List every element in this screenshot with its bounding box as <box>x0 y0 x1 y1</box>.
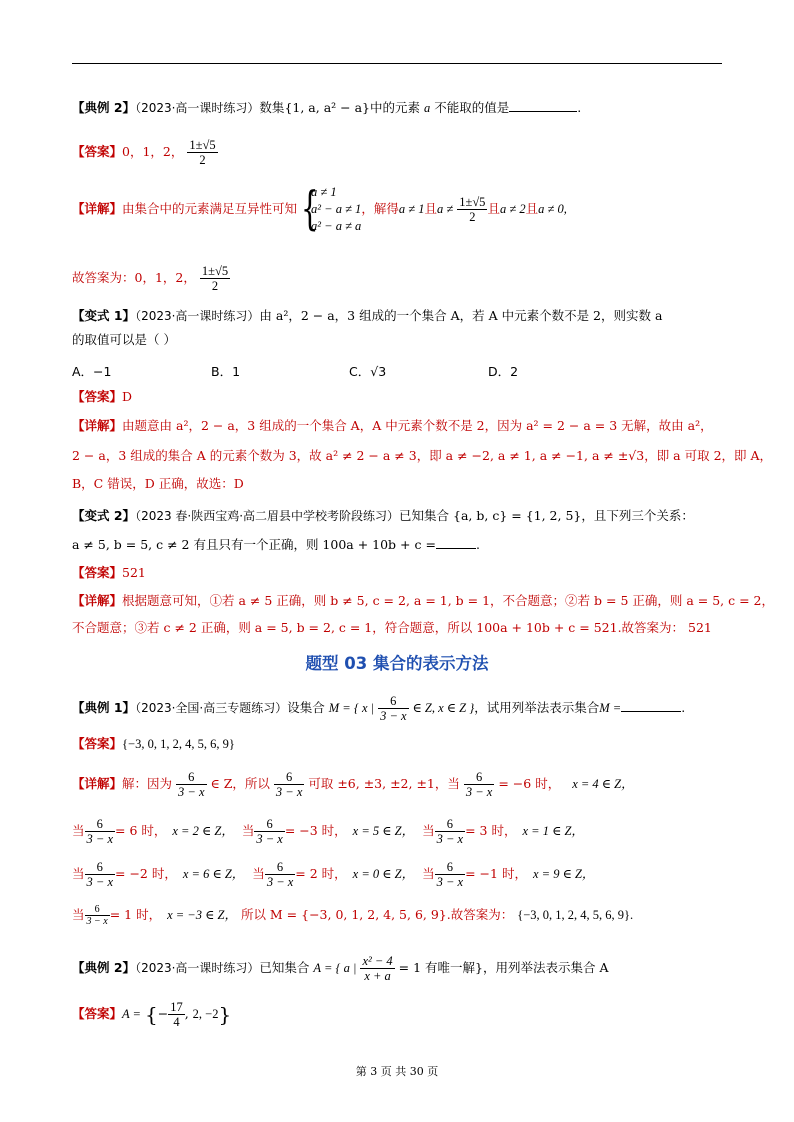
example-2-final <box>72 264 230 293</box>
fraction: $\frac{6}{3 - x}$ <box>178 770 205 799</box>
answer-prefix: A = <box>122 1007 141 1021</box>
condition: a ≠ 0, <box>538 202 567 216</box>
example-2-detail <box>72 181 567 235</box>
source-note: （2023·高一课时练习） <box>135 961 260 975</box>
answer-tag: 【答案】 <box>72 389 123 404</box>
variant-2-detail <box>72 593 774 609</box>
source-note: （2023 春·陕西宝鸡·高二眉县中学校考阶段练习） <box>135 509 400 523</box>
punct: . <box>577 100 582 115</box>
detail-text: 解：因为 <box>122 776 173 791</box>
fraction: $\frac{1\pm√5}{2}$ <box>459 195 486 224</box>
answer-text: D <box>122 389 133 404</box>
condition: a ≠ <box>436 202 454 216</box>
detail-text: 根据题意可知，①若 a ≠ 5 正确，则 b ≠ 5, c = 2, a = 1, b = 1，不合题意；②若 b = 5 正确，则 a = 5, c = 2， <box>122 593 774 608</box>
variant-2-question-cont <box>72 537 480 553</box>
variant-2-question <box>72 508 694 524</box>
answer-blank <box>436 538 476 549</box>
condition-system: { a ≠ 1 a² − a ≠ 1 a² − a ≠ a <box>301 181 362 235</box>
variant-tag: 【变式 1】 <box>72 308 136 323</box>
fraction: $\frac{6}{3 - x}$ <box>86 817 113 846</box>
detail-text: B，C 错误，D 正确，故选：D <box>72 476 244 491</box>
set-expression: M = <box>599 701 622 715</box>
detail-tag: 【详解】 <box>72 201 123 216</box>
question-text: 不能取的值是 <box>434 100 510 115</box>
header-rule <box>72 63 722 64</box>
option-b: B．1 <box>211 364 241 379</box>
fraction: $\frac{6}{3 - x}$ <box>275 770 303 799</box>
answer-text: 521 <box>122 565 146 580</box>
fraction: $\frac{1\pm√5}{2}$ <box>189 138 216 167</box>
example-tag: 【典例 1】 <box>72 700 136 715</box>
answer-tag: 【答案】 <box>72 1006 123 1021</box>
variant-1-question-cont <box>72 332 176 348</box>
fraction: $\frac{1\pm√5}{2}$ <box>201 264 229 293</box>
example-2b-answer: 【答案】A = {− $\frac{17}{4}$ , 2, −2} <box>72 1000 232 1029</box>
fraction: $\frac{6}{3 - x}$ <box>380 694 407 723</box>
question-text: 已知集合 {a, b, c} = {1, 2, 5}，且下列三个关系： <box>399 508 694 523</box>
example-1-answer <box>72 736 235 752</box>
question-text: = 1 有唯一解}，用列举法表示集合 A <box>398 960 609 975</box>
example-1-detail-row: 当 $\frac{6}{3 - x}$ = 1 时， x = −3 ∈ Z， 所以 M = {−3, 0, 1, 2, 4, 5, 6, 9}.故答案为： {−3, 0, 1, 2, 4, 5, 6, 9}. <box>72 904 634 927</box>
answer-values: 2, −2 <box>192 1007 219 1021</box>
answer-tag: 【答案】 <box>72 736 123 751</box>
detail-text: 2 − a，3 组成的集合 A 的元素个数为 3，故 a² ≠ 2 − a ≠ 3，即 a ≠ −2, a ≠ 1, a ≠ −1, a ≠ ±√3，即 a 可取 2，即 A， <box>72 448 773 463</box>
final-text: 故答案为：0，1，2， <box>72 270 196 285</box>
answer-blank <box>621 701 681 712</box>
fraction: $\frac{6}{3 - x}$ <box>86 860 113 889</box>
example-tag: 【典例 2】 <box>72 100 136 115</box>
answer-text: {−3, 0, 1, 2, 4, 5, 6, 9} <box>122 737 235 751</box>
set-expression: {1, a, a² − a} <box>284 100 370 115</box>
question-text: a ≠ 5, b = 5, c ≠ 2 有且只有一个正确，则 100a + 10b + c = <box>72 537 436 552</box>
condition: a ≠ 1 <box>398 202 425 216</box>
detail-tag: 【详解】 <box>72 418 123 433</box>
question-text: 中的元素 <box>369 100 420 115</box>
answer-tag: 【答案】 <box>72 144 123 159</box>
detail-text: 且 <box>424 201 437 216</box>
fraction: $\frac{6}{3 - x}$ <box>465 770 493 799</box>
detail-text: ，解得 <box>361 201 399 216</box>
fraction: $\frac{6}{3 - x}$ <box>436 860 464 889</box>
condition: a ≠ 2 <box>499 202 526 216</box>
section-title: 题型 03 集合的表示方法 <box>305 654 489 673</box>
variant-2-answer <box>72 565 146 581</box>
answer-text: 0，1，2， <box>122 144 184 159</box>
question-text: 由 a²，2 − a，3 组成的一个集合 A，若 A 中元素个数不是 2，则实数 a <box>259 308 663 323</box>
option-d: D．2 <box>488 364 519 379</box>
example-2b-question <box>72 954 608 983</box>
detail-tag: 【详解】 <box>72 776 123 791</box>
example-tag: 【典例 2】 <box>72 960 136 975</box>
fraction: $\frac{17}{4}$ <box>170 1000 183 1029</box>
detail-text: 且 <box>525 201 539 216</box>
answer-blank <box>509 101 577 112</box>
example-2-answer <box>72 138 218 167</box>
detail-text: 由题意由 a²，2 − a，3 组成的一个集合 A，A 中元素个数不是 2，因为 a² = 2 − a = 3 无解，故由 a²， <box>122 418 713 433</box>
fraction: $\frac{6}{3 - x}$ <box>436 817 464 846</box>
variant-1-answer <box>72 389 132 405</box>
source-note: （2023·高一课时练习） <box>135 309 260 323</box>
detail-text: = −6 时， <box>498 776 561 791</box>
variant-2-detail-cont <box>72 620 712 636</box>
x-value: x = 4 ∈ Z， <box>572 777 634 791</box>
detail-text: 且 <box>487 201 500 216</box>
example-2-question <box>72 100 581 116</box>
variant-1-detail <box>72 418 713 434</box>
example-1-question <box>72 694 685 723</box>
detail-text: 可取 ±6, ±3, ±2, ±1，当 <box>308 776 460 791</box>
example-1-detail <box>72 770 634 799</box>
detail-text: ∈ Z，所以 <box>210 776 270 791</box>
question-text: ，试用列举法表示集合 <box>474 700 600 715</box>
punct: . <box>681 700 686 715</box>
variant-1-detail-cont <box>72 448 772 464</box>
page-footer: 第 3 页 共 30 页 <box>355 1065 439 1078</box>
set-expression: ∈ Z, x ∈ Z } <box>412 701 475 715</box>
set-expression: A = { a | <box>313 961 357 975</box>
detail-tag: 【详解】 <box>72 593 123 608</box>
question-text: 的取值可以是（ ） <box>72 332 176 347</box>
set-expression: M = { x | <box>328 701 375 715</box>
final-set: {−3, 0, 1, 2, 4, 5, 6, 9}. <box>517 908 634 922</box>
variable: a <box>423 101 431 115</box>
source-note: （2023·全国·高三专题练习） <box>135 701 288 715</box>
example-1-detail-row: 当 $\frac{6}{3 - x}$ = −2 时， x = 6 ∈ Z， 当 $\frac{6}{3 - x}$ = 2 时， x = 0 ∈ Z， 当 $\frac{6}{3 - x}$ = −1 时， x = 9 ∈ Z， <box>72 860 595 889</box>
detail-text: 所以 M = {−3, 0, 1, 2, 4, 5, 6, 9}.故答案为： <box>240 907 514 922</box>
fraction: $\frac{\text{x² − 4}}{x + a}$ <box>362 954 393 983</box>
option-c: C．√3 <box>349 364 387 379</box>
question-text: 设集合 <box>287 700 325 715</box>
question-text: 数集 <box>259 100 285 115</box>
punct: . <box>475 537 480 552</box>
fraction: $\frac{6}{3 - x}$ <box>86 904 108 927</box>
fraction: $\frac{6}{3 - x}$ <box>266 860 294 889</box>
question-text: 已知集合 <box>259 960 310 975</box>
variant-tag: 【变式 2】 <box>72 508 136 523</box>
option-a: A．−1 <box>72 364 112 379</box>
detail-text: 由集合中的元素满足互异性可知 <box>122 201 298 216</box>
answer-tag: 【答案】 <box>72 565 123 580</box>
fraction: $\frac{6}{3 - x}$ <box>256 817 283 846</box>
example-1-detail-row: 当 $\frac{6}{3 - x}$ = 6 时， x = 2 ∈ Z， 当 $\frac{6}{3 - x}$ = −3 时， x = 5 ∈ Z， 当 $\frac{6}{3 - x}$ = 3 时， x = 1 ∈ Z， <box>72 817 584 846</box>
variant-1-question <box>72 308 662 324</box>
detail-text: 不合题意；③若 c ≠ 2 正确，则 a = 5, b = 2, c = 1，符合题意，所以 100a + 10b + c = 521.故答案为： 521 <box>72 620 712 635</box>
variant-1-detail-cont2 <box>72 476 244 492</box>
source-note: （2023·高一课时练习） <box>135 101 260 115</box>
